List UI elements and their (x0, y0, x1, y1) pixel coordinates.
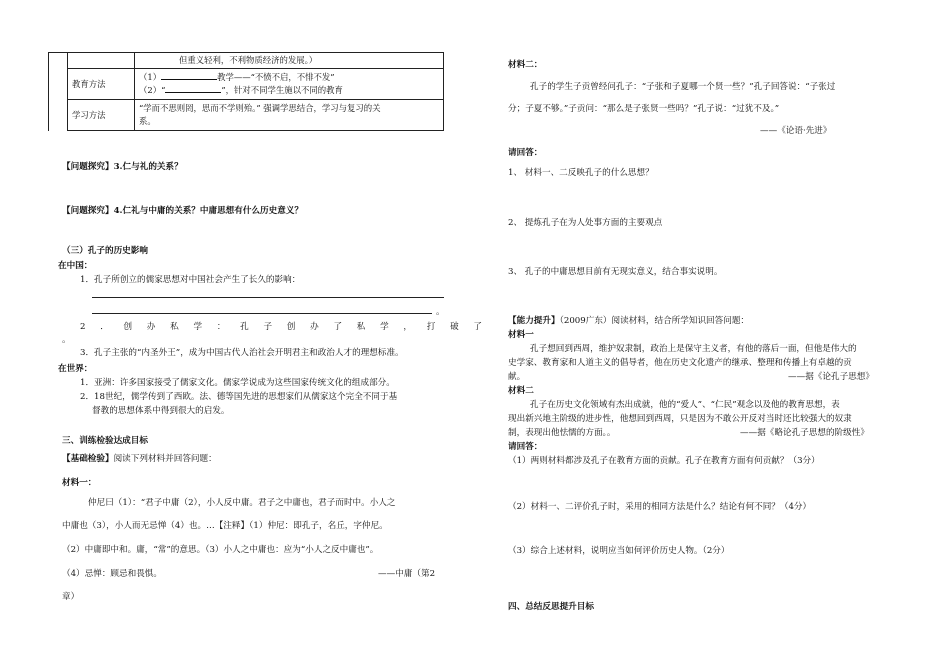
source: ——中庸（第2 (378, 569, 436, 579)
answer-line (92, 313, 432, 314)
table-row (49, 53, 444, 69)
material-2-head: 材料二： (508, 60, 543, 70)
material-1-line: 中庸也（3），小人而无忌惮（4）也。…【注释】（1）仲尼：即孔子，名丘，字仲尼。 (62, 521, 388, 531)
question-item: （3）综合上述材料，说明应当如何评价历史人物。（2分） (508, 546, 730, 556)
table-label: 学习方法 (68, 100, 135, 131)
basic-head: 【基础检验】 (62, 454, 114, 464)
m2-line: 制，表现出他怯懦的方面。。 (508, 428, 616, 438)
summary-table (48, 52, 444, 131)
table-row (49, 69, 444, 100)
table-cell (135, 100, 444, 131)
material-1-line: 仲尼曰（1）：“君子中庸（2），小人反中庸。君子之中庸也，君子而时中。小人之 (88, 498, 396, 508)
table-cell (135, 53, 444, 69)
blank-line (161, 71, 217, 80)
m2-head: 材料二 (508, 386, 534, 396)
source: ——《论语·先进》 (760, 126, 832, 136)
ask-item: 1、 材料一、二反映孔子的什么思想？ (508, 168, 654, 178)
material-1-line: （4）忌惮：顾忌和畏惧。 (62, 569, 162, 579)
blank-line (165, 84, 221, 93)
m2-line: 孔子在历史文化领域有杰出成就，他的“爱人”、“仁民”观念以及他的教育思想，表 (530, 400, 840, 410)
table-cell (135, 69, 444, 100)
question-item: （1）两则材料都涉及孔子在教育方面的贡献。孔子在教育方面有何贡献？（3分） (508, 456, 820, 466)
world-item-1: 1．亚洲：许多国家接受了儒家文化。儒家学说成为这些国家传统文化的组成部分。 (80, 378, 395, 388)
item-pre: （2）“ (139, 85, 166, 95)
section-title: 三、训练检验达成目标 (62, 436, 148, 446)
china-item-1: 1．孔子所创立的儒家思想对中国社会产生了长久的影响： (80, 275, 301, 285)
table-text: “学而不思则罔，思而不学则殆。” 强调学思结合，学习与复习的关 (139, 103, 381, 113)
period: 。 (436, 307, 445, 317)
section-title: （三）孔子的历史影响 (62, 246, 148, 256)
ability-line (508, 314, 749, 326)
basic-check (62, 452, 217, 464)
m1-line: 史学家、教育家和人道主义的倡导者，他在历史文化遗产的继承、整理和传播上有卓越的贡 (508, 358, 852, 368)
question-4: 【问题探究】4.仁礼与中庸的关系？中庸思想有什么历史意义？ (62, 206, 304, 216)
ask-head: 请回答： (508, 148, 543, 158)
question-3: 【问题探究】3.仁与礼的关系？ (62, 162, 183, 172)
source: ——据《论孔子思想》 (788, 372, 874, 382)
m1-head: 材料一 (508, 330, 534, 340)
world-heading: 在世界： (58, 364, 93, 374)
item-post: ”，针对不同学生施以不同的教育 (221, 85, 343, 95)
table-cell-empty (68, 53, 135, 69)
answer-line (92, 297, 444, 298)
question-item: （2）材料一、二评价孔子时，采用的相同方法是什么？结论有何不同？（4分） (508, 502, 812, 512)
table-row0-text: 但重义轻利，不利物质经济的发展。） (179, 55, 318, 65)
ask-item: 3、 孔子的中庸思想目前有无现实意义，结合事实说明。 (508, 267, 723, 277)
world-item-2-cont: 督教的思想体系中得到很大的启发。 (92, 406, 230, 416)
m1-line: 孔子想回到西周，维护奴隶制，政治上是保守主义者，有他的落后一面，但他是伟大的 (530, 344, 857, 354)
period: 。 (62, 335, 71, 345)
m1-line: 献。 (508, 372, 526, 382)
ask-head: 请回答： (508, 442, 543, 452)
item-post: 教学——“不愤不启，不悱不发” (217, 72, 335, 82)
ask-item: 2、 提炼孔子在为人处事方面的主要观点 (508, 218, 663, 228)
china-item-3: 3．孔子主张的“内圣外王”，成为中国古代人治社会开明君主和政治人才的理想标准。 (80, 348, 404, 358)
material-2-line: 孔子的学生子贡曾经问孔子：“子张和子夏哪一个贤一些？”孔子回答说：“子张过 (530, 82, 836, 92)
ability-head: 【能力提升】 (508, 316, 560, 326)
material-1-head: 材料一： (62, 478, 97, 488)
ability-text: （2009广东）阅读材料，结合所学知识回答问题： (559, 316, 750, 326)
source: ——据《略论孔子思想的阶级性》 (740, 428, 869, 438)
china-item-2: 2 ． 创 办 私 学 ： 孔 子 创 办 了 私 学 ， 打 破 了 (80, 322, 489, 332)
source: 章） (62, 592, 80, 602)
material-1-line: （2）中庸即中和。庸，“常”的意思。（3）小人之中庸也：应为“小人之反中庸也”。 (62, 545, 379, 555)
material-2-line: 分；子夏不够。”子贡问：“那么是子张贤一些吗？”孔子说：“过犹不及。” (508, 104, 780, 114)
table-left-cell (49, 53, 68, 131)
m2-line: 现出新兴地主阶级的进步性，他想回到西周，只是因为不敢公开反对当时还比较强大的奴隶 (508, 414, 852, 424)
section-title: 四、总结反思提升目标 (508, 602, 594, 612)
world-item-2: 2．18世纪，儒学传到了西欧。法、德等国先进的思想家们从儒家这个完全不同于基 (80, 392, 398, 402)
basic-text: 阅读下列材料并回答问题： (113, 454, 217, 464)
table-text: 系。 (139, 116, 156, 126)
china-heading: 在中国： (58, 261, 93, 271)
table-label: 教育方法 (68, 69, 135, 100)
table-row (49, 100, 444, 131)
item-pre: （1） (139, 72, 162, 82)
